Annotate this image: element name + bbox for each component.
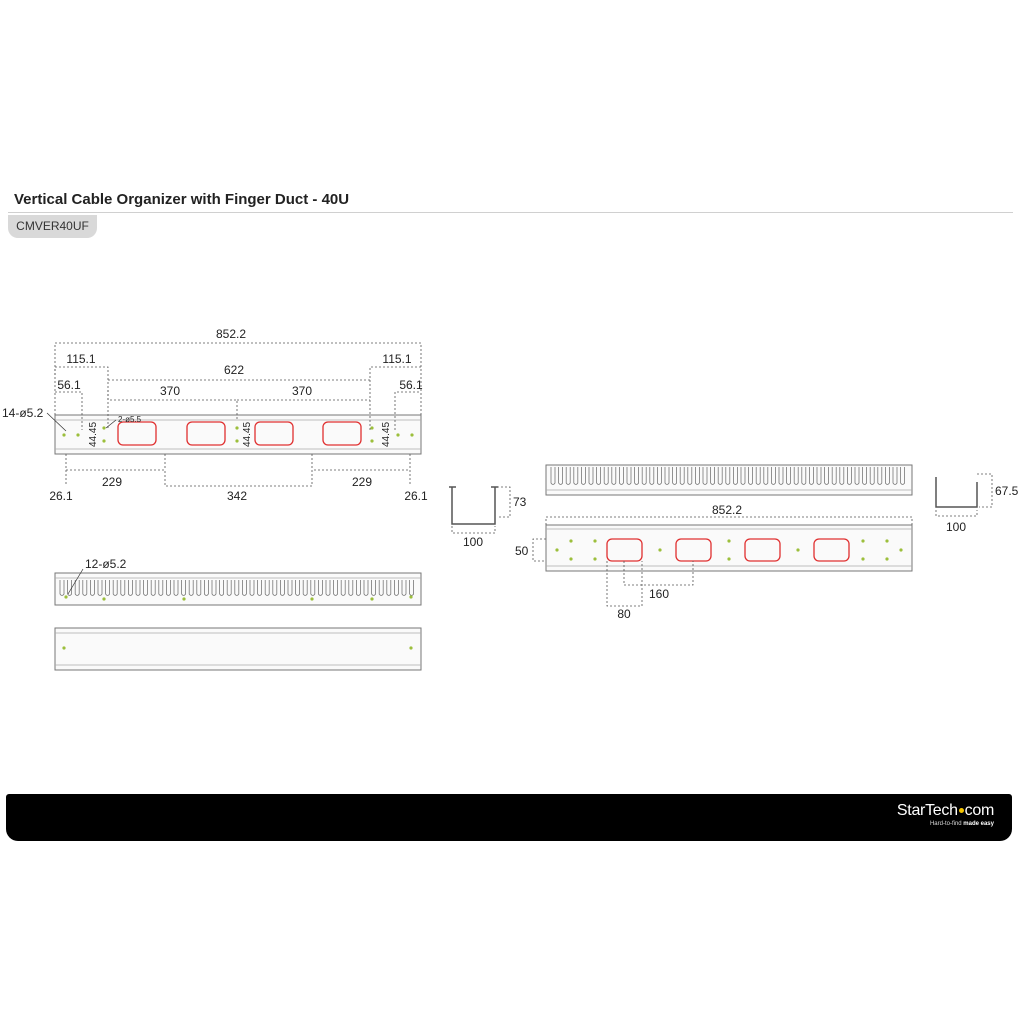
cover-width: 100: [945, 520, 967, 534]
finger-duct-top-view: [546, 465, 912, 495]
dim-right-span: 370: [291, 384, 313, 398]
brand-dot-icon: [959, 808, 964, 813]
finger-duct-view: [55, 573, 421, 605]
duct-width: 100: [462, 535, 484, 549]
cover-cross-section: [936, 474, 992, 516]
finger-hole-callout: 12-ø5.2: [85, 557, 127, 571]
cover-height: 67.5: [995, 484, 1019, 498]
dim-right-offset: 115.1: [382, 352, 412, 366]
dim-right-edge: 56.1: [399, 378, 423, 392]
front-view-panel: [55, 415, 421, 454]
dim-left-span: 370: [159, 384, 181, 398]
duct-cross-section: [449, 487, 510, 533]
dim-bottom-center-span: 342: [226, 489, 248, 503]
brand-tagline-emphasis: made easy: [963, 821, 994, 827]
hole-callout: 14-ø5.2: [2, 406, 44, 420]
rear-view-panel: [546, 525, 912, 571]
dim-left-edge: 56.1: [57, 378, 81, 392]
dim-pitch-center: 44.45: [242, 421, 253, 447]
rear-height: 50: [515, 544, 529, 558]
dim-left-offset: 115.1: [66, 352, 96, 366]
startech-logo: [897, 803, 994, 829]
dim-bottom-left-span: 229: [101, 475, 123, 489]
brand-suffix: com: [964, 802, 994, 819]
duct-height: 73: [513, 495, 527, 509]
small-hole-callout: 2-ø5.5: [118, 415, 142, 424]
footer-bar: [6, 794, 1012, 841]
dim-bottom-right-edge: 26.1: [404, 489, 428, 503]
rear-cutout-pitch: 160: [648, 587, 670, 601]
brand-name: StarTech: [896, 802, 958, 819]
dim-pitch-right: 44.45: [381, 421, 392, 447]
page-title: Vertical Cable Organizer with Finger Duct - 40U: [14, 191, 350, 208]
dim-bottom-right-span: 229: [351, 475, 373, 489]
dim-center-span: 622: [223, 363, 245, 377]
brand-tagline: Hard-to-find: [929, 821, 964, 827]
rear-cutout-width: 80: [617, 607, 631, 621]
dim-bottom-left-edge: 26.1: [49, 489, 73, 503]
model-number-tab: CMVER40UF: [8, 215, 97, 238]
dim-pitch-left: 44.45: [88, 421, 99, 447]
rear-overall-width: 852.2: [711, 503, 743, 517]
dim-overall-width: 852.2: [215, 327, 247, 341]
cover-view: [55, 628, 421, 670]
